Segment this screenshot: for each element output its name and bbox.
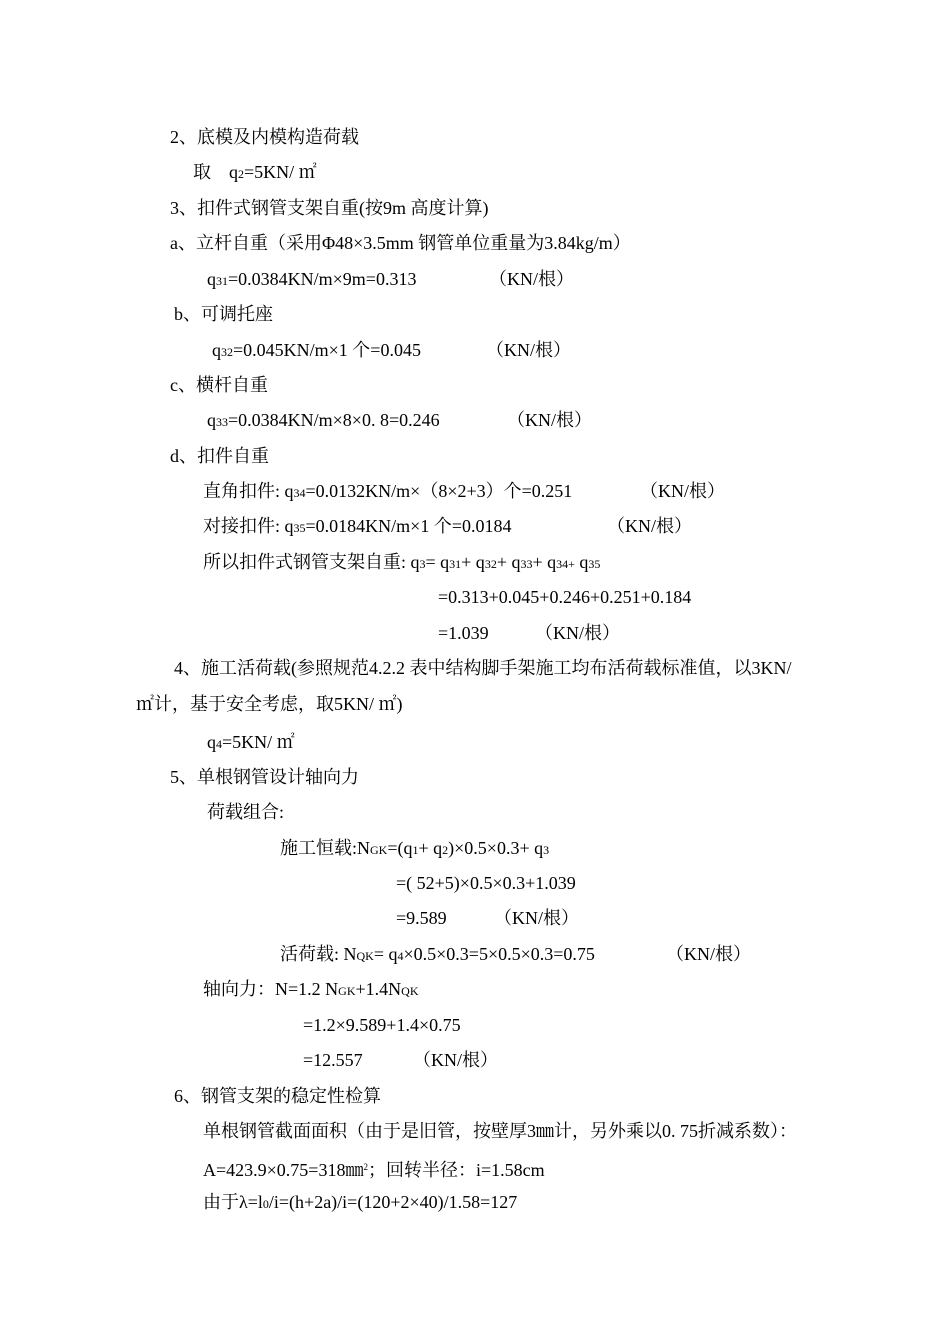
section-6-heading: 6、钢管支架的稳定性检算 — [174, 1086, 381, 1106]
axial-force-formula: 轴向力：N=1.2 NGK+1.4NQK — [203, 979, 419, 999]
axial-force-unit: （KN/根） — [413, 1050, 498, 1070]
q34-formula: 直角扣件: q34=0.0132KN/m×（8×2+3）个=0.251 — [203, 481, 573, 501]
q3-sum: =0.313+0.045+0.246+0.251+0.184 — [438, 587, 692, 607]
nqk-unit: （KN/根） — [666, 944, 751, 964]
q35-formula: 对接扣件: q35=0.0184KN/m×1 个=0.0184 — [203, 516, 512, 536]
q33-formula: q33=0.0384KN/m×8×0. 8=0.246 — [207, 410, 440, 430]
axial-force-result: =12.557 — [303, 1050, 363, 1070]
q32-unit: （KN/根） — [486, 340, 571, 360]
ngk-formula: 施工恒载:NGK=(q1+ q2)×0.5×0.3+ q3 — [280, 838, 550, 858]
item-c-heading: c、横杆自重 — [170, 375, 268, 395]
slenderness-formula: 由于λ=l0/i=(h+2a)/i=(120+2×40)/1.58=127 — [203, 1192, 518, 1212]
section-5-heading: 5、单根钢管设计轴向力 — [170, 767, 359, 787]
ngk-substitution: =( 52+5)×0.5×0.3+1.039 — [396, 873, 576, 893]
q32-formula: q32=0.045KN/m×1 个=0.045 — [212, 340, 421, 360]
axial-force-substitution: =1.2×9.589+1.4×0.75 — [303, 1015, 461, 1035]
item-a-heading: a、立杆自重（采用Φ48×3.5mm 钢管单位重量为3.84kg/m） — [170, 233, 631, 253]
q35-unit: （KN/根） — [607, 516, 692, 536]
section-area-note: 单根钢管截面面积（由于是旧管，按壁厚3㎜计，另外乘以0. 75折减系数）： — [203, 1121, 797, 1141]
q31-unit: （KN/根） — [489, 269, 574, 289]
ngk-unit: （KN/根） — [494, 908, 579, 928]
section-3-heading: 3、扣件式钢管支架自重(按9m 高度计算) — [170, 198, 489, 218]
q2-value: 取 q2=5KN/ ㎡ — [193, 162, 317, 182]
q3-formula: 所以扣件式钢管支架自重: q3= q31+ q32+ q33+ q34+ q35 — [203, 552, 601, 572]
q4-value: q4=5KN/ ㎡ — [207, 732, 295, 752]
section-4-continuation: ㎡计，基于安全考虑，取5KN/ ㎡) — [136, 694, 403, 714]
q33-unit: （KN/根） — [507, 410, 592, 430]
area-radius-line: A=423.9×0.75=318㎜$^2$；回转半径：i=1.58cm — [203, 1160, 545, 1180]
load-combination-label: 荷载组合: — [207, 802, 285, 822]
q31-formula: q31=0.0384KN/m×9m=0.313 — [207, 269, 417, 289]
item-d-heading: d、扣件自重 — [170, 446, 269, 466]
ngk-result: =9.589 — [396, 908, 447, 928]
q3-result: =1.039 — [438, 623, 489, 643]
section-2-heading: 2、底模及内模构造荷载 — [170, 127, 359, 147]
nqk-formula: 活荷载: NQK= q4×0.5×0.3=5×0.5×0.3=0.75 — [280, 944, 595, 964]
q3-unit: （KN/根） — [535, 623, 620, 643]
section-4-heading: 4、施工活荷载(参照规范4.2.2 表中结构脚手架施工均布活荷载标准值，以3KN/ — [174, 658, 792, 678]
item-b-heading: b、可调托座 — [174, 304, 273, 324]
q34-unit: （KN/根） — [640, 481, 725, 501]
